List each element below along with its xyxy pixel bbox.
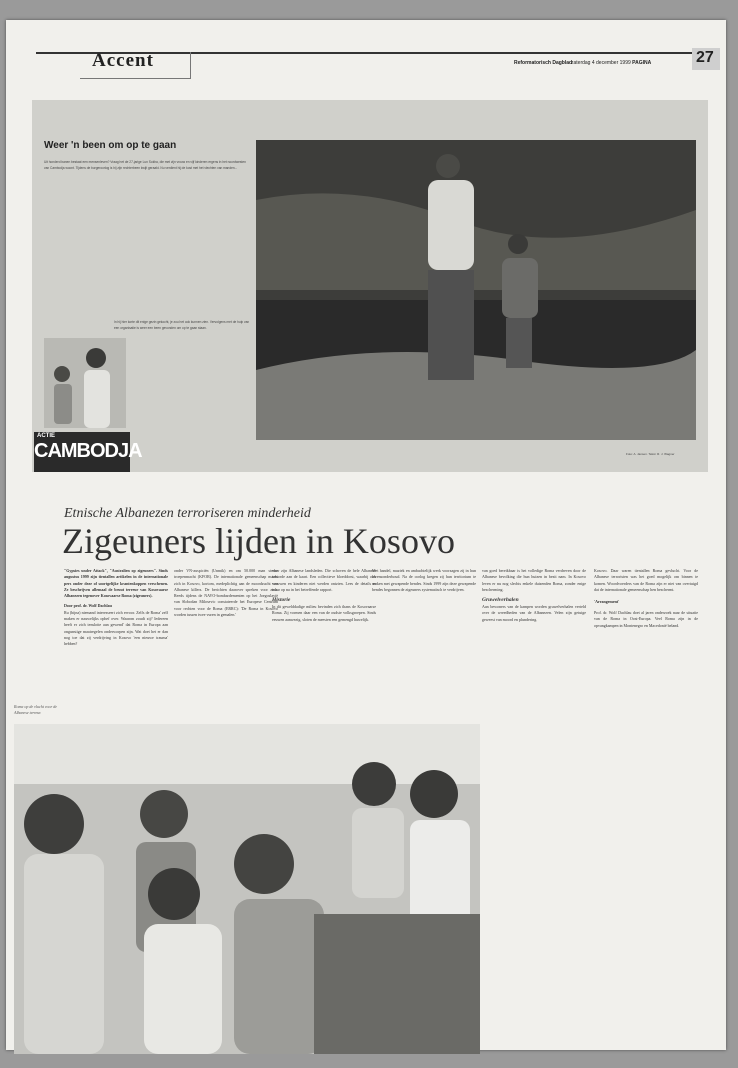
photo-woman-and-child <box>256 140 696 440</box>
page-date: zaterdag 4 december 1999 PAGINA <box>571 60 652 66</box>
article-headline: Zigeuners lijden in Kosovo <box>62 521 455 561</box>
article-intro: "Gypsies under Attack", "Australien op zigeuners". Sinds augustus 1999 zijn tientallen artikelen in de internationale pers onder deze of soortgelijke krantenkoppen verschenen. Ze beschrijven allemaal de bruut terreur van Kosovaarse Albanezen tegenover Kosovaarse Roma (zigeuners). <box>64 568 168 599</box>
photo-credit: Foto: A. Jansen. Tekst: R. J. Wagner <box>626 452 675 456</box>
article-text: onder VN-auspiciën (Unmik) en om 50.000 man sterke troepenmacht (KFOR). De internationale gemeenschap maakt zich in Kosovo, kortom, medeplichtig aan de moordzucht van Albanese killers. De berichten daarover spreken voor zich. Reeds tijdens de NAVO-bombardementen op het Joegoslavië van Slobodan Milosevic constateerde het Europese Centrum voor rechten voor de Roma (ERRC): 'De Roma in Kosovo worden tussen twee vuren in gemalen.' <box>174 568 278 618</box>
article-text: Ru (bijna) niemand interesseert zich ervoor. Zelfs de Roma' zelf maken er nauwelijks ophef over. Waarom zoudt zij? Iedereen heeft er zich tenslotte aan gewend' dat Roma in Europa aan ongunstige maatregelen onderworpen zijn. Wat doet het er dan nog toe dat zij verdrijving in Kosovo 'een nieuwe trauma' hebben? <box>64 609 168 647</box>
article-author: Door prof. dr. Wolf Dachlau <box>64 603 112 609</box>
article-text: Aan bewoners van de kampen worden gruwelverhalen verteld over de wreedheden van de Albanezen. Velen zijn getuige geweest van moord en plundering. <box>482 604 586 622</box>
actie-label: ACTIE <box>37 433 55 439</box>
article-column-5 <box>482 568 586 1048</box>
cambodja-body: Uit honderd banen bestaat een mensenleven? Vraag het de 27-jarige Lun Sokha, die met zijn vrouw en vijf kinderen ergens in het noordwesten van Cambodja woont. Tijdens de burgeroorlog is hij zijn rechterbeen kwijt geraakt. Nu verdient hij de kost met het vlechten van manden... <box>44 160 246 170</box>
article-text: van goed bereikbaar is het volledige Roma verdreven door de Albanese bevolking die hun huizen in bezit nam. In Kosovo leven er nu nog slechts enkele duizenden Roma, zonder enige bescherming. <box>482 568 586 592</box>
page-number: 27 <box>696 49 714 66</box>
article-text: Kosovo. Daar waren tientallen Roma gevlucht. Voor de Albanese terroristen was het goed mogelijk om binnen te komen. Woordvoerders van de Roma zijn er niet van overtuigd dat de internationale gemeenschap hen beschermt. <box>594 568 698 592</box>
newspaper-page <box>6 20 726 1050</box>
article-text: Met handel, muziek en ambachtelijk werk voorzagen zij in hun levensonderhoud. Na de oorlog kregen zij hun territorium te maken met gewapende bendes. Sinds 1999 zijn deze gewapende bendes begonnen de zigeuners systematisch te verdrijven. <box>372 568 476 592</box>
article-text: Prof. dr. Wolf Dachlau doet al jaren onderzoek naar de situatie van de Roma in Oost-Europa. Veel Roma zijn in de opvangkampen in Montenegro en Macedonië beland. <box>594 610 698 628</box>
article-column-6 <box>594 568 698 1048</box>
cambodja-title: Weer 'n been om op te gaan <box>44 140 177 151</box>
subhead-gruwelverhalen: Gruwelverhalen <box>482 597 519 604</box>
article-kicker: Etnische Albanezen terroriseren minderheid <box>64 506 311 521</box>
article-text: In dit gewelddadige milieu bevinden zich thans de Kosovaarse Roma. Zij vormen daar een van de oudste volksgroepen. Sinds eeuwen aanwezig, sloten de meesten een gemengd huwelijk. <box>272 604 376 622</box>
article-column-3 <box>272 568 376 718</box>
cambodja-body-2: In hij hier korte dit enige gezin gekocht, je zou het ook kunnen zien. Vervolgens met de hulp van een organisatie is weer een been gevonden om op te gaan staan. <box>114 320 250 330</box>
subhead-historie: Historie <box>272 597 291 604</box>
photo-caption: Roma op de vlucht voor de Albanese terreur. <box>14 704 57 715</box>
photo-roma-refugees <box>14 724 480 1054</box>
subhead-arrangement: 'Arrangement' <box>594 598 620 604</box>
section-title: Accent <box>92 50 154 71</box>
cambodja-label: CAMBODJA <box>34 440 142 462</box>
article-column-4 <box>372 568 476 718</box>
article-text: voor zijn Albanese landsleden. Die schoven de hele Albanese tresorde aan de kaart. Een collectieve bloeddorst, waarbij ook vrouwen en kinderen niet werden ontzien. Lees de details er maar op na in het betreffende rapport. <box>272 568 376 592</box>
article-column-1 <box>64 568 168 648</box>
photo-family <box>44 338 126 428</box>
article-column-2 <box>174 568 278 718</box>
paper-name: Reformatorisch Dagblad <box>514 60 573 66</box>
